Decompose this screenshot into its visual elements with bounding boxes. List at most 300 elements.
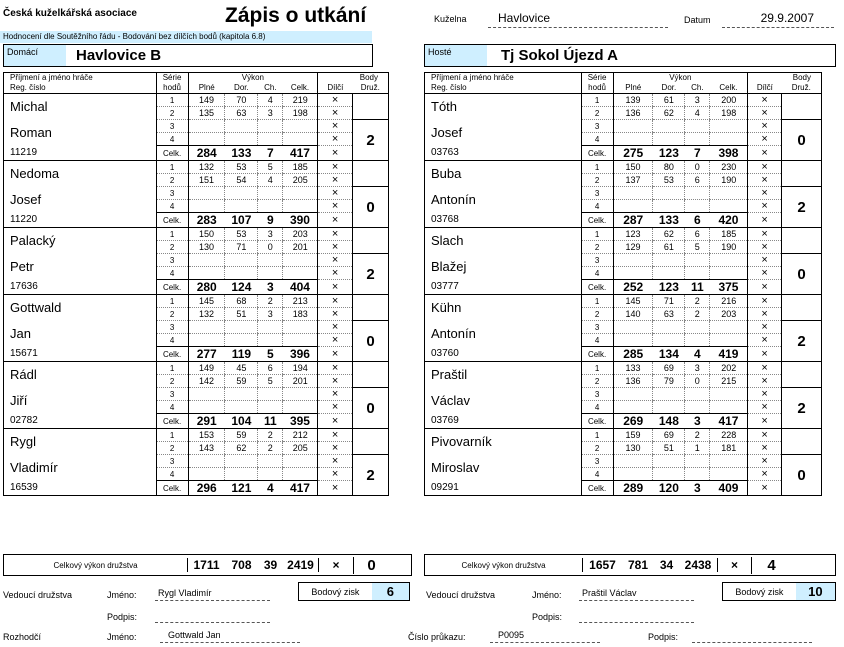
- druz-empty: [353, 228, 389, 254]
- serie-value: [685, 455, 710, 468]
- dilci-x: ×: [318, 481, 353, 496]
- serie-value: [225, 254, 258, 267]
- table-row: [425, 280, 822, 295]
- table-row: [4, 347, 389, 362]
- serie-value: 70: [225, 94, 258, 107]
- serie-value: [710, 468, 748, 481]
- dilci-x: ×: [318, 133, 353, 146]
- serie-value: 140: [613, 308, 653, 321]
- sum-value: 3: [258, 280, 283, 295]
- player-firstname: Vladimír: [10, 460, 58, 475]
- serie-value: 63: [225, 107, 258, 120]
- away-total-plne: 1657: [582, 558, 622, 572]
- serie-value: [653, 200, 685, 213]
- home-header-row-2: [4, 83, 389, 94]
- serie-number: 1: [581, 429, 613, 442]
- sum-value: 291: [188, 414, 225, 429]
- serie-number: 4: [156, 200, 188, 213]
- serie-value: 132: [188, 308, 225, 321]
- serie-value: 61: [653, 241, 685, 254]
- serie-value: 213: [283, 295, 318, 308]
- serie-value: [685, 267, 710, 280]
- away-total-x: ×: [717, 558, 751, 572]
- serie-value: [188, 187, 225, 200]
- sum-value: 133: [653, 213, 685, 228]
- serie-value: 62: [653, 228, 685, 241]
- sum-value: 11: [258, 414, 283, 429]
- serie-number: 3: [156, 254, 188, 267]
- home-jmeno-label: Jméno:: [107, 590, 137, 600]
- serie-value: [685, 120, 710, 133]
- dilci-x: ×: [748, 388, 782, 401]
- serie-number: 3: [581, 321, 613, 334]
- dilci-x: ×: [748, 375, 782, 388]
- serie-value: 205: [283, 174, 318, 187]
- celk-label: Celk.: [581, 146, 613, 161]
- serie-value: 71: [225, 241, 258, 254]
- serie-value: 3: [258, 308, 283, 321]
- dilci-x: ×: [318, 228, 353, 241]
- col-dor-header: Dor.: [661, 83, 677, 92]
- serie-value: [225, 133, 258, 146]
- sum-value: 4: [258, 481, 283, 496]
- dilci-x: ×: [318, 388, 353, 401]
- serie-value: 151: [188, 174, 225, 187]
- serie-number: 3: [156, 388, 188, 401]
- serie-value: [653, 401, 685, 414]
- table-row: [4, 161, 389, 174]
- dilci-x: ×: [748, 295, 782, 308]
- sum-value: 104: [225, 414, 258, 429]
- serie-number: 2: [156, 107, 188, 120]
- dilci-x: ×: [748, 414, 782, 429]
- serie-value: 59: [225, 375, 258, 388]
- away-total-label: Celkový výkon družstva: [461, 560, 546, 570]
- col-name-header: Příjmení a jméno hráče: [10, 73, 93, 82]
- serie-value: [685, 200, 710, 213]
- serie-number: 4: [581, 267, 613, 280]
- player-reg: 17636: [10, 281, 38, 293]
- player-surname: Palacký: [10, 233, 56, 249]
- serie-value: [613, 120, 653, 133]
- dilci-x: ×: [748, 174, 782, 187]
- serie-value: 4: [258, 94, 283, 107]
- player-surname: Rygl: [10, 434, 37, 450]
- table-row: [4, 429, 389, 442]
- serie-number: 4: [581, 334, 613, 347]
- player-surname: Slach: [431, 233, 464, 249]
- dilci-x: ×: [318, 429, 353, 442]
- kuzelna-value: Havlovice: [488, 11, 668, 28]
- druz-empty: [782, 295, 822, 321]
- table-row: [4, 280, 389, 295]
- col-reg-header: Reg. číslo: [10, 83, 46, 92]
- serie-value: [653, 388, 685, 401]
- serie-number: 1: [581, 295, 613, 308]
- player-surname: Praštil: [431, 367, 468, 383]
- serie-value: [685, 388, 710, 401]
- sum-value: 4: [685, 347, 710, 362]
- sum-value: 9: [258, 213, 283, 228]
- col-name-header: Příjmení a jméno hráče: [431, 73, 514, 82]
- serie-number: 4: [156, 401, 188, 414]
- table-row: [425, 455, 822, 468]
- serie-value: 3: [685, 362, 710, 375]
- dilci-x: ×: [318, 161, 353, 174]
- serie-value: [710, 388, 748, 401]
- druz-empty: [353, 429, 389, 455]
- serie-value: [188, 200, 225, 213]
- away-total-ch: 34: [659, 558, 674, 572]
- serie-value: [258, 187, 283, 200]
- player-firstname: Josef: [431, 125, 463, 140]
- prukaz-value: P0095: [490, 628, 600, 643]
- serie-value: [653, 321, 685, 334]
- serie-number: 4: [156, 267, 188, 280]
- serie-value: [258, 267, 283, 280]
- col-ch-header: Ch.: [264, 83, 277, 92]
- serie-number: 4: [156, 468, 188, 481]
- serie-number: 2: [581, 375, 613, 388]
- player-surname: Pivovarník: [431, 434, 492, 450]
- sum-value: 417: [283, 481, 318, 496]
- serie-value: [188, 133, 225, 146]
- sum-value: 269: [613, 414, 653, 429]
- serie-value: 53: [225, 161, 258, 174]
- home-total-row: [3, 554, 412, 576]
- druz-empty: [782, 362, 822, 388]
- table-row: [4, 120, 389, 133]
- col-dilci-header: Dílčí: [748, 83, 782, 94]
- serie-value: 200: [710, 94, 748, 107]
- table-row: [425, 388, 822, 401]
- serie-value: [283, 133, 318, 146]
- player-reg: 03769: [431, 415, 459, 427]
- celk-label: Celk.: [156, 146, 188, 161]
- sum-value: 148: [653, 414, 685, 429]
- celk-label: Celk.: [581, 414, 613, 429]
- sum-value: 289: [613, 481, 653, 496]
- serie-value: 69: [653, 362, 685, 375]
- dilci-x: ×: [318, 280, 353, 295]
- serie-value: 215: [710, 375, 748, 388]
- serie-value: 149: [188, 94, 225, 107]
- serie-value: [188, 334, 225, 347]
- sum-value: 398: [710, 146, 748, 161]
- table-row: [4, 187, 389, 200]
- serie-number: 2: [581, 241, 613, 254]
- rozhodci-podpis-line: [692, 629, 812, 643]
- serie-number: 3: [581, 388, 613, 401]
- celk-label: Celk.: [156, 481, 188, 496]
- player-surname: Gottwald: [10, 300, 62, 316]
- celk-label: Celk.: [156, 213, 188, 228]
- serie-value: 80: [653, 161, 685, 174]
- serie-value: [710, 401, 748, 414]
- dilci-x: ×: [748, 280, 782, 295]
- sum-value: 280: [188, 280, 225, 295]
- serie-value: 5: [258, 161, 283, 174]
- home-zisk-label: Bodový zisk: [311, 586, 360, 597]
- serie-value: 190: [710, 241, 748, 254]
- serie-value: [613, 455, 653, 468]
- dilci-x: ×: [318, 146, 353, 161]
- serie-value: 198: [710, 107, 748, 120]
- serie-value: 142: [188, 375, 225, 388]
- home-podpis-label: Podpis:: [107, 612, 138, 622]
- serie-value: [613, 388, 653, 401]
- table-row: [425, 481, 822, 496]
- serie-value: 51: [653, 442, 685, 455]
- celk-label: Celk.: [156, 280, 188, 295]
- player-firstname: Josef: [10, 192, 42, 207]
- home-team-box: [3, 44, 373, 67]
- dilci-x: ×: [748, 161, 782, 174]
- druz-body: 2: [353, 120, 389, 161]
- serie-value: [710, 200, 748, 213]
- player-firstname: Petr: [10, 259, 34, 274]
- serie-value: 139: [613, 94, 653, 107]
- serie-value: [283, 334, 318, 347]
- serie-value: 62: [653, 107, 685, 120]
- serie-value: 53: [653, 174, 685, 187]
- col-dilci-header: Dílčí: [318, 83, 353, 94]
- serie-value: 3: [258, 107, 283, 120]
- serie-value: [283, 187, 318, 200]
- home-team-name: Havlovice B: [76, 47, 162, 64]
- dilci-x: ×: [748, 94, 782, 107]
- home-total-x: ×: [318, 558, 353, 572]
- rozhodci-name: Gottwald Jan: [160, 628, 300, 643]
- druz-body: 0: [782, 254, 822, 295]
- serie-value: [613, 468, 653, 481]
- dilci-x: ×: [748, 254, 782, 267]
- sum-value: 375: [710, 280, 748, 295]
- dilci-x: ×: [748, 267, 782, 280]
- serie-value: 45: [225, 362, 258, 375]
- player-reg: 03768: [431, 214, 459, 226]
- serie-value: [188, 321, 225, 334]
- home-header-row-1: [4, 73, 389, 84]
- serie-value: [188, 254, 225, 267]
- serie-value: 194: [283, 362, 318, 375]
- serie-value: [613, 401, 653, 414]
- player-firstname: Jan: [10, 326, 31, 341]
- druz-empty: [353, 94, 389, 120]
- table-row: [4, 94, 389, 107]
- serie-value: 62: [225, 442, 258, 455]
- serie-number: 2: [156, 241, 188, 254]
- sum-value: 11: [685, 280, 710, 295]
- serie-value: [188, 388, 225, 401]
- serie-value: 150: [613, 161, 653, 174]
- serie-value: [710, 120, 748, 133]
- serie-value: 123: [613, 228, 653, 241]
- away-vedouci-name: Praštil Václav: [579, 586, 694, 601]
- serie-number: 4: [581, 468, 613, 481]
- dilci-x: ×: [318, 213, 353, 228]
- serie-value: [283, 455, 318, 468]
- serie-value: [710, 267, 748, 280]
- table-row: [4, 481, 389, 496]
- away-header-row-2: [425, 83, 822, 94]
- player-firstname: Jiří: [10, 393, 28, 408]
- serie-value: [653, 133, 685, 146]
- table-row: [425, 414, 822, 429]
- serie-number: 2: [581, 308, 613, 321]
- player-firstname: Václav: [431, 393, 471, 408]
- dilci-x: ×: [748, 200, 782, 213]
- serie-value: [225, 321, 258, 334]
- serie-value: 203: [283, 228, 318, 241]
- celk-label: Celk.: [156, 414, 188, 429]
- serie-value: [188, 267, 225, 280]
- druz-body: 2: [353, 254, 389, 295]
- dilci-x: ×: [318, 254, 353, 267]
- away-team-name: Tj Sokol Újezd A: [501, 47, 618, 64]
- serie-value: [685, 133, 710, 146]
- serie-value: [283, 200, 318, 213]
- serie-number: 4: [581, 200, 613, 213]
- serie-value: 5: [685, 241, 710, 254]
- serie-value: [225, 267, 258, 280]
- player-reg: 03763: [431, 147, 459, 159]
- dilci-x: ×: [748, 187, 782, 200]
- home-total-ch: 39: [263, 558, 278, 572]
- datum-value: 29.9.2007: [722, 11, 834, 28]
- home-vedouci-label: Vedoucí družstva: [3, 590, 73, 600]
- table-row: [4, 455, 389, 468]
- serie-value: [258, 468, 283, 481]
- col-druz-header: Druž.: [360, 83, 380, 92]
- serie-number: 1: [156, 429, 188, 442]
- serie-number: 1: [156, 295, 188, 308]
- prukaz-label: Číslo průkazu:: [408, 632, 466, 642]
- serie-value: 59: [225, 429, 258, 442]
- serie-value: 6: [258, 362, 283, 375]
- player-firstname: Miroslav: [431, 460, 480, 475]
- table-row: [425, 347, 822, 362]
- serie-value: [225, 334, 258, 347]
- away-tag: Hosté: [425, 45, 487, 66]
- dilci-x: ×: [748, 146, 782, 161]
- table-row: [425, 146, 822, 161]
- table-row: [4, 321, 389, 334]
- druz-empty: [782, 94, 822, 120]
- serie-value: [613, 334, 653, 347]
- sum-value: 134: [653, 347, 685, 362]
- serie-value: 198: [283, 107, 318, 120]
- druz-empty: [782, 429, 822, 455]
- druz-body: 2: [782, 187, 822, 228]
- table-row: [425, 187, 822, 200]
- serie-value: [258, 334, 283, 347]
- dilci-x: ×: [748, 321, 782, 334]
- table-row: [425, 295, 822, 308]
- rozhodci-jmeno-label: Jméno:: [107, 632, 137, 642]
- dilci-x: ×: [748, 429, 782, 442]
- druz-body: 0: [353, 321, 389, 362]
- player-firstname: Blažej: [431, 259, 467, 274]
- sum-value: 3: [685, 481, 710, 496]
- org-name: Česká kuželkářská asociace: [3, 8, 137, 19]
- sum-value: 121: [225, 481, 258, 496]
- player-reg: 03777: [431, 281, 459, 293]
- col-body-header: Body: [318, 73, 389, 84]
- rules-note: Hodnocení dle Soutěžního řádu - Bodování bez dílčích bodů (kapitola 6.8): [0, 31, 372, 43]
- serie-value: 130: [613, 442, 653, 455]
- sum-value: 409: [710, 481, 748, 496]
- serie-value: 159: [613, 429, 653, 442]
- serie-value: 2: [258, 429, 283, 442]
- druz-body: 0: [782, 120, 822, 161]
- sum-value: 133: [225, 146, 258, 161]
- serie-value: 68: [225, 295, 258, 308]
- serie-number: 2: [156, 442, 188, 455]
- sum-value: 3: [685, 414, 710, 429]
- sum-value: 6: [685, 213, 710, 228]
- dilci-x: ×: [748, 455, 782, 468]
- serie-value: [283, 321, 318, 334]
- away-jmeno-label: Jméno:: [532, 590, 562, 600]
- serie-value: [188, 455, 225, 468]
- dilci-x: ×: [318, 455, 353, 468]
- home-zisk-box: [298, 582, 410, 601]
- serie-value: [258, 254, 283, 267]
- away-podpis-label: Podpis:: [532, 612, 563, 622]
- serie-value: 69: [653, 429, 685, 442]
- serie-value: 3: [258, 228, 283, 241]
- serie-value: 201: [283, 375, 318, 388]
- serie-value: 228: [710, 429, 748, 442]
- serie-value: [653, 267, 685, 280]
- serie-value: [283, 267, 318, 280]
- celk-label: Celk.: [581, 213, 613, 228]
- serie-value: [225, 401, 258, 414]
- sum-value: 123: [653, 146, 685, 161]
- sum-value: 107: [225, 213, 258, 228]
- home-podpis-line: [155, 610, 270, 623]
- serie-value: 51: [225, 308, 258, 321]
- serie-value: [283, 468, 318, 481]
- kuzelna-label: Kuželna: [434, 14, 467, 24]
- serie-value: [258, 200, 283, 213]
- col-serie-header: Série: [581, 73, 613, 84]
- sum-value: 284: [188, 146, 225, 161]
- sum-value: 417: [710, 414, 748, 429]
- serie-value: [710, 321, 748, 334]
- serie-value: [613, 187, 653, 200]
- serie-value: 4: [258, 174, 283, 187]
- dilci-x: ×: [318, 295, 353, 308]
- sum-value: 395: [283, 414, 318, 429]
- table-row: [4, 146, 389, 161]
- sum-value: 420: [710, 213, 748, 228]
- dilci-x: ×: [318, 362, 353, 375]
- away-team-box: [424, 44, 836, 67]
- dilci-x: ×: [318, 468, 353, 481]
- serie-number: 2: [156, 308, 188, 321]
- table-row: [4, 254, 389, 267]
- table-row: [4, 362, 389, 375]
- table-row: [425, 120, 822, 133]
- away-zisk-box: [722, 582, 836, 601]
- rozhodci-podpis-label: Podpis:: [648, 632, 679, 642]
- druz-empty: [782, 228, 822, 254]
- serie-value: [653, 254, 685, 267]
- table-row: [4, 213, 389, 228]
- dilci-x: ×: [318, 200, 353, 213]
